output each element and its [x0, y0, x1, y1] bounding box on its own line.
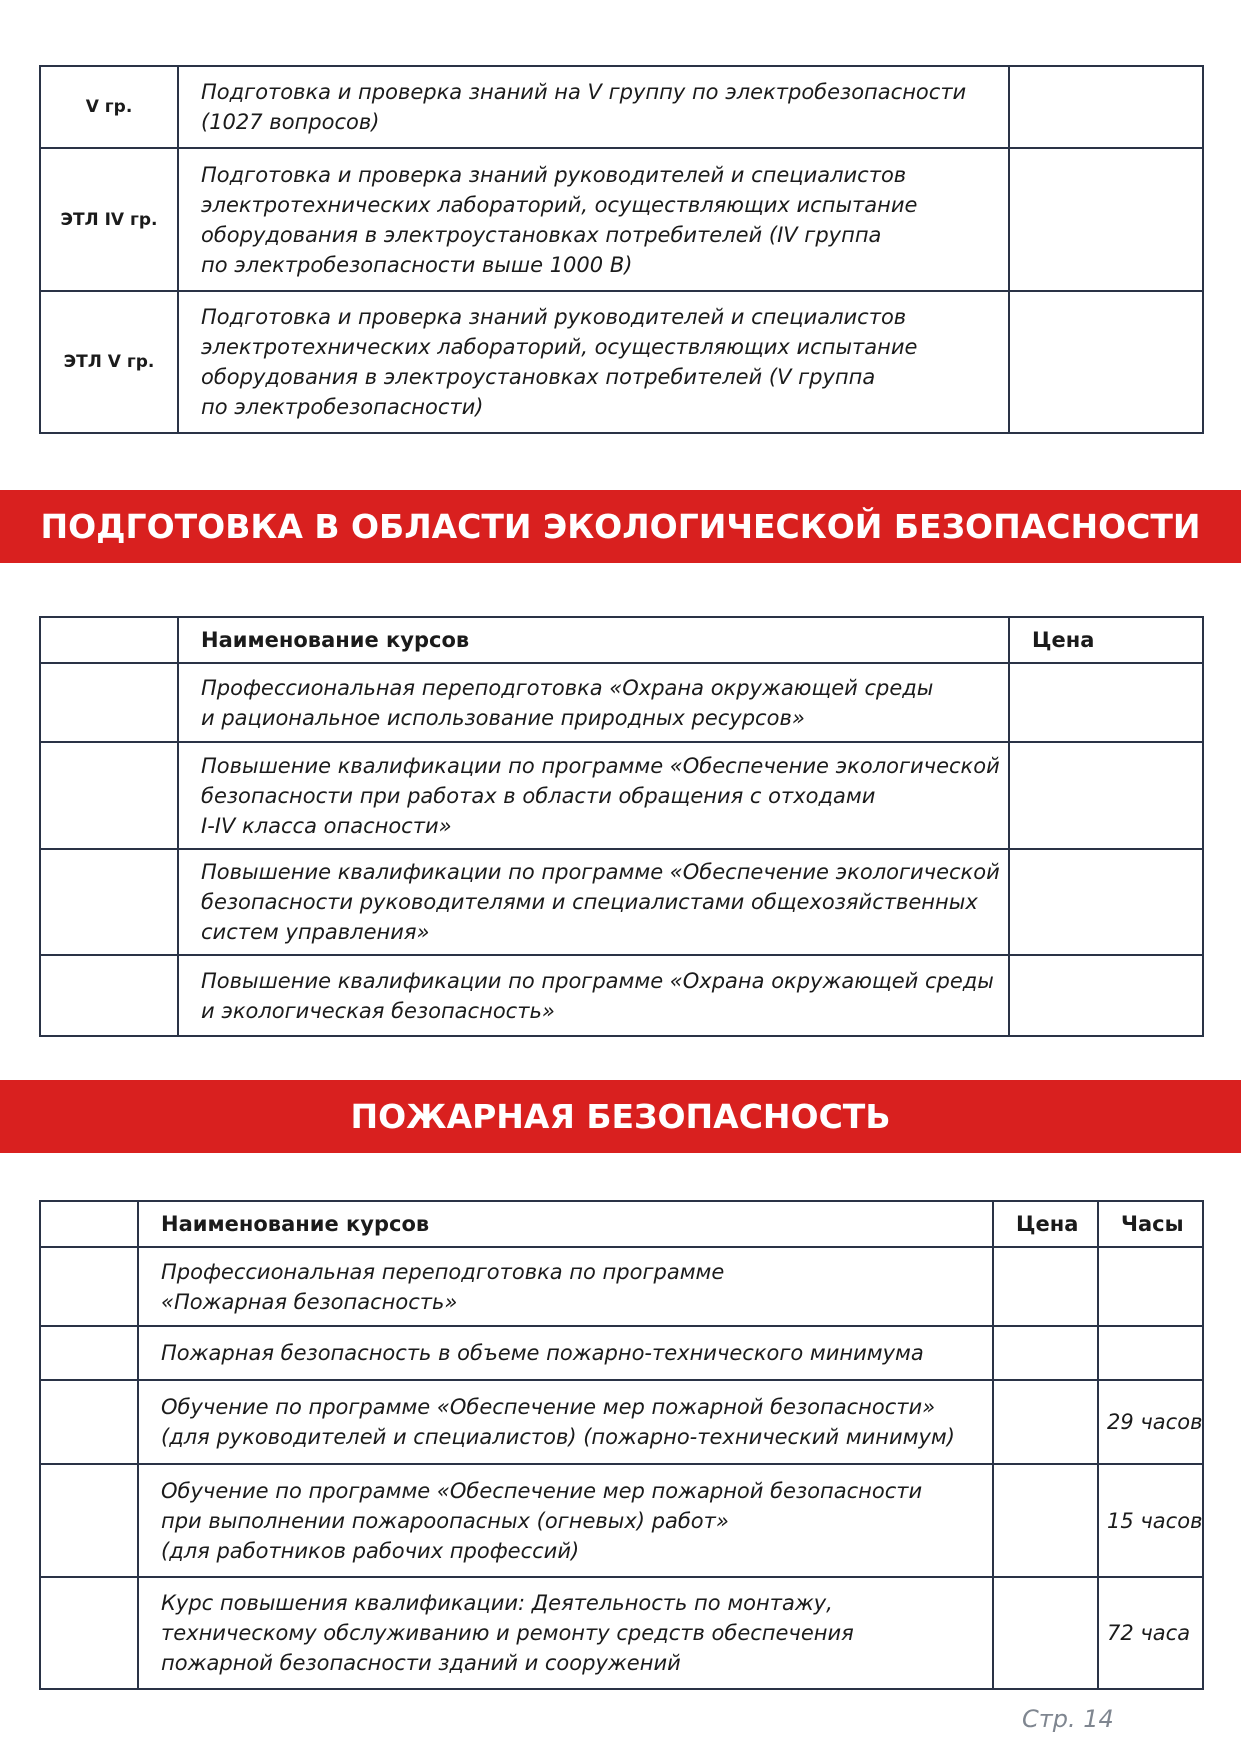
price-cell — [1009, 849, 1203, 955]
course-name: Повышение квалификации по программе «Охрана окружающей среды и экологическая безопасность» — [178, 955, 1009, 1036]
course-name: Курс повышения квалификации: Деятельность по монтажу, техническому обслуживанию и ремонту средств обеспечения пожарной безопасности зданий и сооружений — [138, 1577, 993, 1689]
group-code: ЭТЛ V гр. — [40, 291, 178, 433]
section-banner-ecology: ПОДГОТОВКА В ОБЛАСТИ ЭКОЛОГИЧЕСКОЙ БЕЗОПАСНОСТИ — [0, 490, 1241, 563]
table-header-row — [40, 617, 1203, 663]
table-row — [40, 1464, 1203, 1577]
column-header-price: Цена — [1009, 617, 1203, 663]
price-cell — [1009, 291, 1203, 433]
group-code: ЭТЛ IV гр. — [40, 148, 178, 291]
group-code: V гр. — [40, 66, 178, 148]
column-header-name: Наименование курсов — [178, 617, 1009, 663]
course-name: Обучение по программе «Обеспечение мер пожарной безопасности» (для руководителей и специалистов) (пожарно-технический минимум) — [138, 1380, 993, 1464]
table-row — [40, 955, 1203, 1036]
hours-cell: 72 часа — [1098, 1577, 1203, 1689]
course-name: Профессиональная переподготовка по программе «Пожарная безопасность» — [138, 1247, 993, 1326]
course-name: Повышение квалификации по программе «Обеспечение экологической безопасности руководителями и специалистами общехозяйственных систем управления» — [178, 849, 1009, 955]
section-banner-fire: ПОЖАРНАЯ БЕЗОПАСНОСТЬ — [0, 1080, 1241, 1153]
table-row — [40, 148, 1203, 291]
column-header-price: Цена — [993, 1201, 1098, 1247]
price-cell — [1009, 148, 1203, 291]
course-name: Повышение квалификации по программе «Обеспечение экологической безопасности при работах в области обращения с отходами I-IV класса опасности» — [178, 742, 1009, 849]
hours-cell — [1098, 1247, 1203, 1326]
course-name: Подготовка и проверка знаний на V группу по электробезопасности (1027 вопросов) — [178, 66, 1009, 148]
table-row — [40, 1380, 1203, 1464]
course-name: Подготовка и проверка знаний руководителей и специалистов электротехнических лабораторий, осуществляющих испытание оборудования в электроустановках потребителей (IV группа по электробезопасности выше 1000 В) — [178, 148, 1009, 291]
electrical-safety-table — [39, 65, 1204, 434]
price-cell — [993, 1247, 1098, 1326]
table-row — [40, 1326, 1203, 1380]
price-cell — [993, 1577, 1098, 1689]
table-row — [40, 849, 1203, 955]
price-cell — [1009, 663, 1203, 742]
table-row — [40, 1247, 1203, 1326]
hours-cell: 29 часов — [1098, 1380, 1203, 1464]
table-row — [40, 1577, 1203, 1689]
course-name: Пожарная безопасность в объеме пожарно-технического минимума — [138, 1326, 993, 1380]
table-row — [40, 742, 1203, 849]
price-cell — [1009, 66, 1203, 148]
price-cell — [993, 1464, 1098, 1577]
table-row — [40, 663, 1203, 742]
price-cell — [993, 1326, 1098, 1380]
price-cell — [1009, 742, 1203, 849]
table-row — [40, 66, 1203, 148]
hours-cell: 15 часов — [1098, 1464, 1203, 1577]
table-row — [40, 291, 1203, 433]
course-name: Обучение по программе «Обеспечение мер пожарной безопасности при выполнении пожароопасных (огневых) работ» (для работников рабочих профессий) — [138, 1464, 993, 1577]
price-cell — [1009, 955, 1203, 1036]
ecology-courses-table — [39, 616, 1204, 1037]
fire-safety-courses-table — [39, 1200, 1204, 1690]
column-header-name: Наименование курсов — [138, 1201, 993, 1247]
table-header-row — [40, 1201, 1203, 1247]
course-name: Профессиональная переподготовка «Охрана окружающей среды и рациональное использование природных ресурсов» — [178, 663, 1009, 742]
hours-cell — [1098, 1326, 1203, 1380]
course-name: Подготовка и проверка знаний руководителей и специалистов электротехнических лабораторий, осуществляющих испытание оборудования в электроустановках потребителей (V группа по электробезопасности) — [178, 291, 1009, 433]
page-number: Стр. 14 — [1022, 1705, 1114, 1733]
price-cell — [993, 1380, 1098, 1464]
column-header-hours: Часы — [1098, 1201, 1203, 1247]
